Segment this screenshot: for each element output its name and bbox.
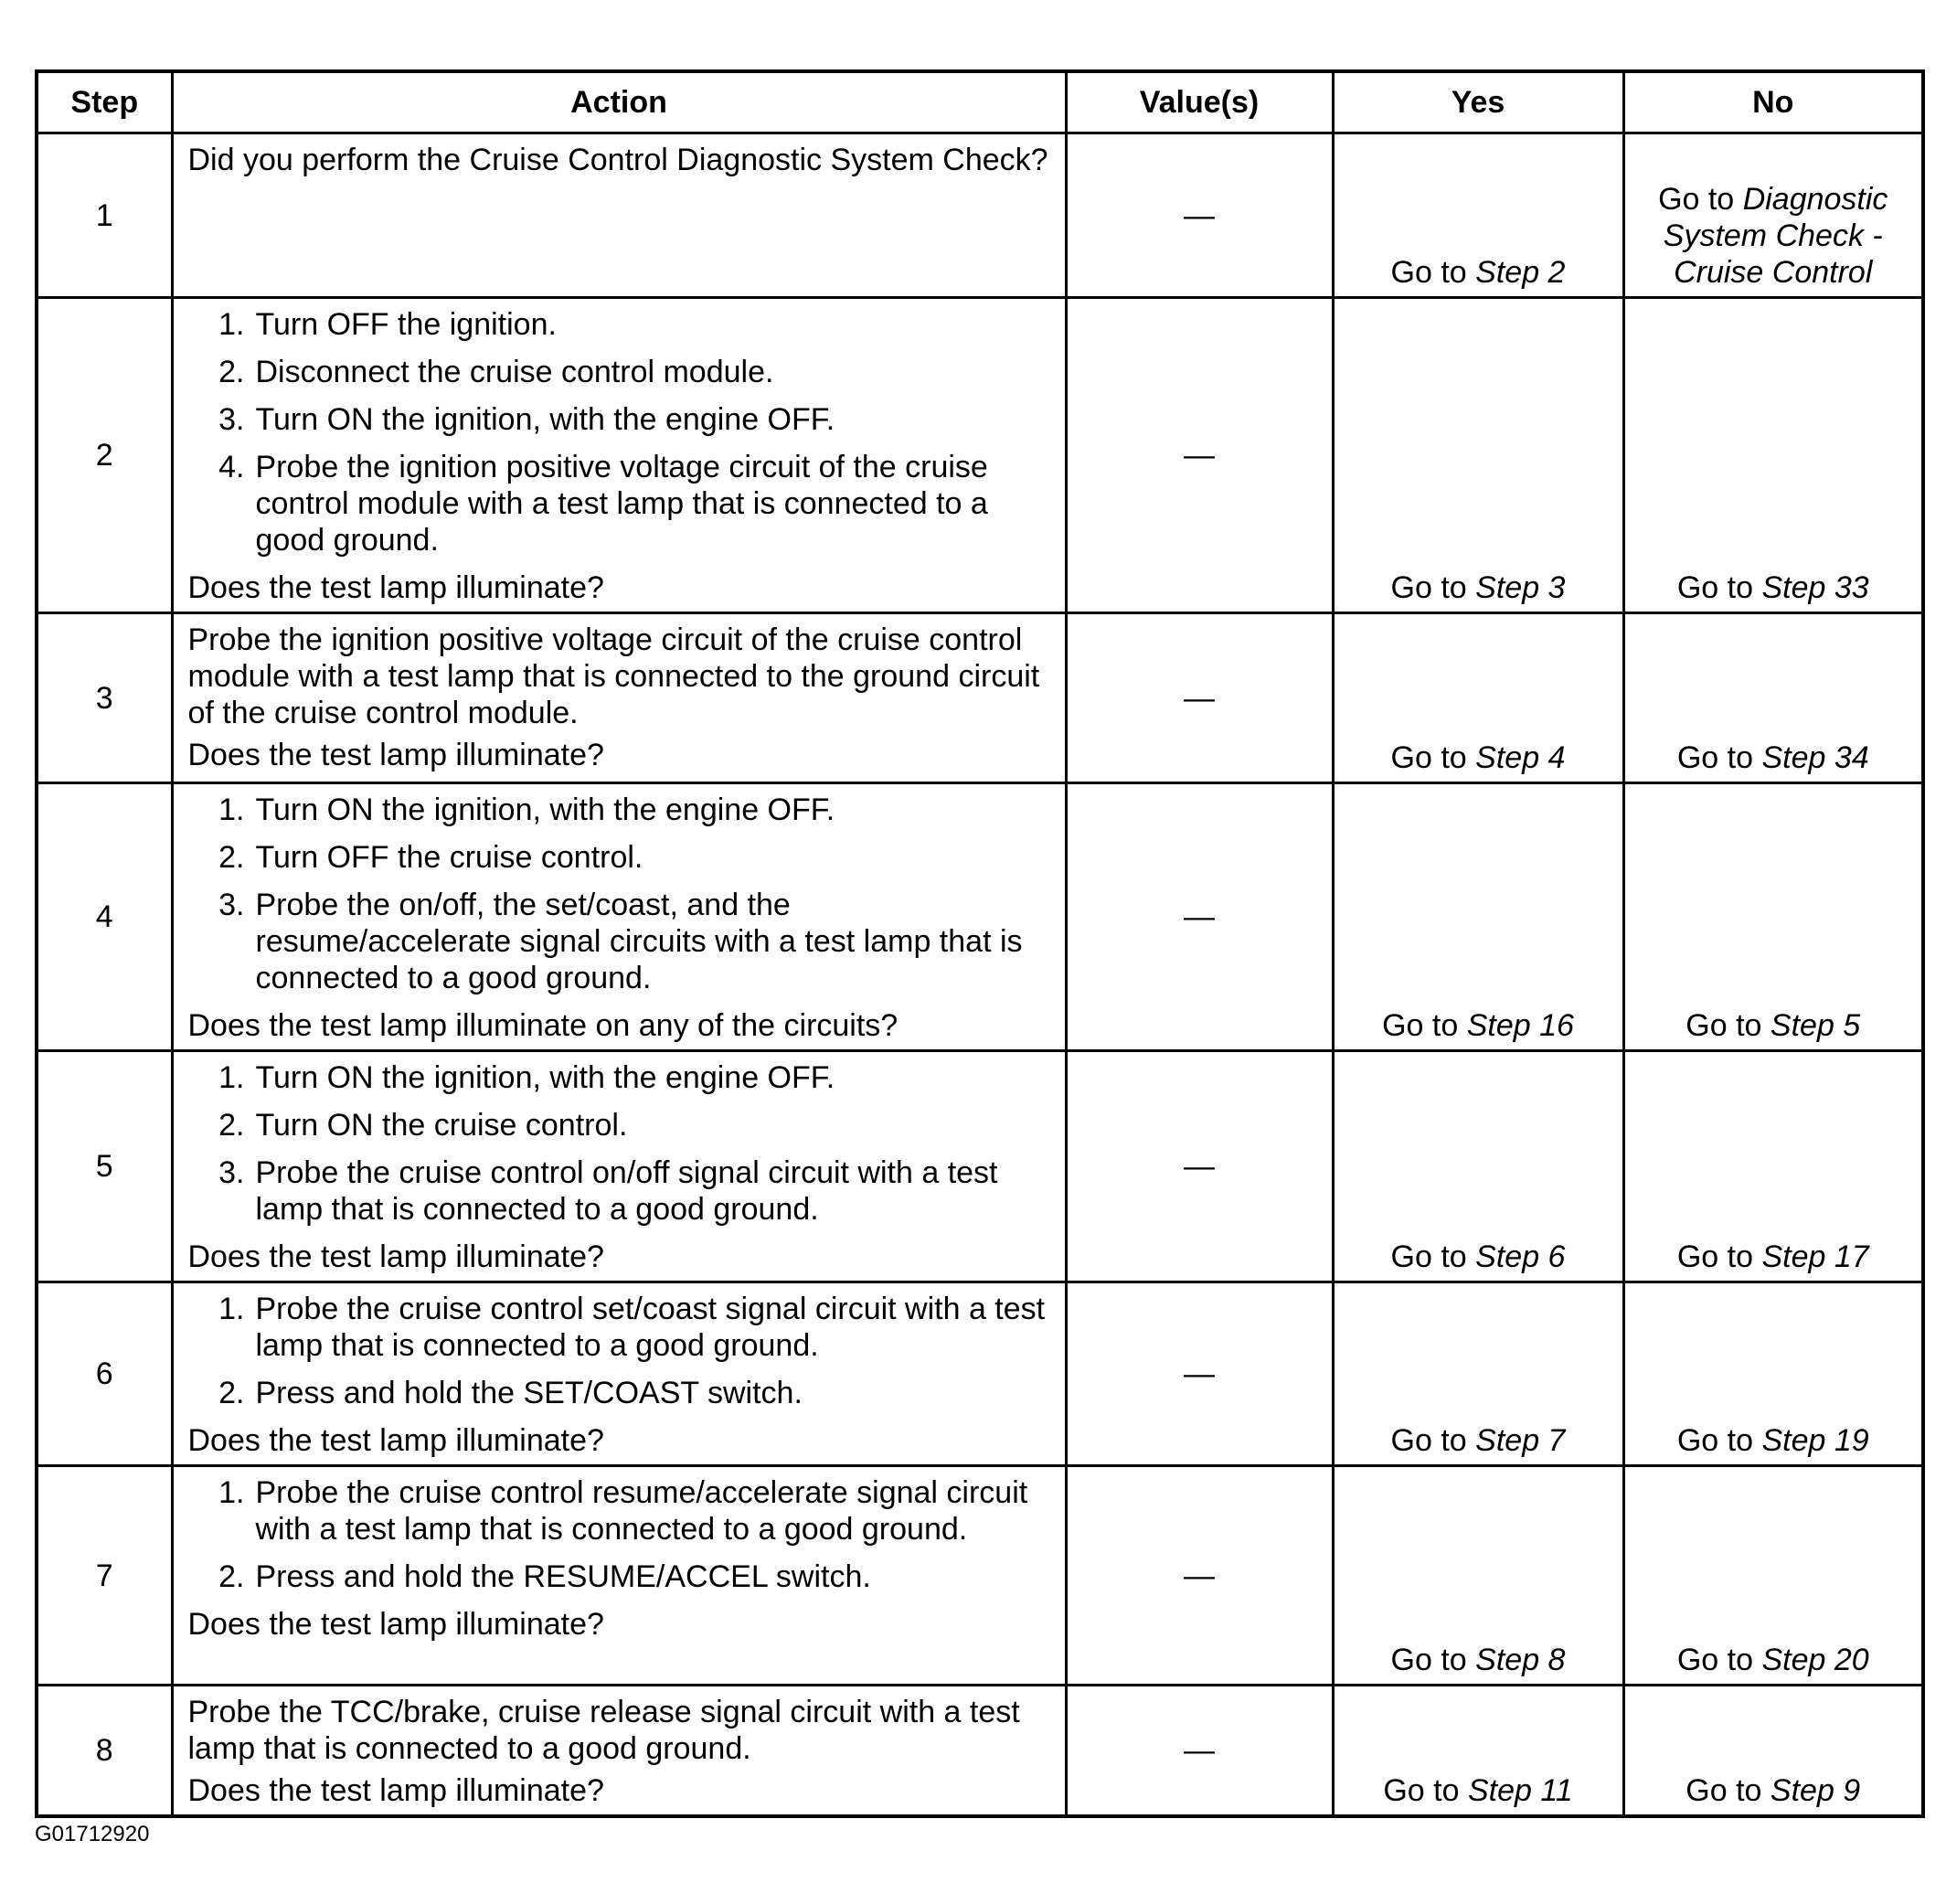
action-intro: Probe the ignition positive voltage circuit of the cruise control module with a test lamp that is connected to the ground circuit of the cruise control module.: [187, 622, 1040, 730]
action-step: [188, 306, 1054, 343]
step-index: 3.: [218, 888, 245, 922]
step-text: Turn ON the cruise control.: [255, 1108, 628, 1143]
no-cell: [1623, 1282, 1923, 1466]
goto-ref: Step 9: [1770, 1773, 1861, 1808]
step-index: 3.: [218, 402, 245, 437]
goto-ref: Step 6: [1475, 1239, 1566, 1274]
action-cell: [172, 783, 1066, 1051]
step-number: 1: [37, 133, 172, 298]
no-goto: [1685, 1773, 1860, 1808]
value-cell: —: [1066, 1466, 1333, 1686]
no-cell: [1623, 298, 1923, 613]
action-question: Does the test lamp illuminate?: [187, 1607, 604, 1642]
action-question: Does the test lamp illuminate?: [187, 738, 604, 772]
step-text: Disconnect the cruise control module.: [255, 355, 774, 389]
action-step: [188, 449, 1054, 558]
step-index: 1.: [218, 1060, 245, 1095]
step-text: Probe the ignition positive voltage circuit of the cruise control module with a test lamp that is connected to a good ground.: [255, 450, 988, 558]
header-values: Value(s): [1066, 71, 1333, 133]
step-index: 2.: [218, 1108, 245, 1143]
table-row: [37, 1466, 1923, 1686]
goto-ref: Step 17: [1761, 1239, 1869, 1274]
yes-cell: [1333, 1051, 1623, 1282]
step-index: 3.: [218, 1155, 245, 1190]
yes-cell: [1333, 1686, 1623, 1817]
yes-cell: [1333, 1282, 1623, 1466]
header-action: Action: [172, 71, 1066, 133]
step-number: 5: [37, 1051, 172, 1282]
action-step: [188, 887, 1054, 996]
no-goto: [1625, 181, 1922, 291]
goto-prefix: Go to: [1685, 1008, 1762, 1043]
table-row: [37, 1051, 1923, 1282]
yes-goto: [1391, 1423, 1566, 1458]
action-step: [188, 1059, 1054, 1096]
step-text: Probe the on/off, the set/coast, and the resume/accelerate signal circuits with a test lamp that is connected to a good ground.: [255, 888, 1023, 995]
goto-prefix: Go to: [1685, 1773, 1762, 1808]
goto-ref: Step 8: [1475, 1643, 1566, 1677]
goto-prefix: Go to: [1390, 570, 1467, 605]
yes-goto: [1383, 1773, 1572, 1808]
yes-cell: [1333, 1466, 1623, 1686]
action-cell: [172, 298, 1066, 613]
goto-ref: Step 7: [1475, 1423, 1566, 1458]
action-cell: [172, 1466, 1066, 1686]
goto-prefix: Go to: [1658, 182, 1735, 217]
value-cell: —: [1066, 1051, 1333, 1282]
header-row: [37, 71, 1923, 133]
yes-goto: [1391, 1239, 1566, 1274]
action-intro: Probe the TCC/brake, cruise release signal circuit with a test lamp that is connected to a good ground.: [187, 1695, 1020, 1766]
step-text: Probe the cruise control set/coast signal circuit with a test lamp that is connected to a good ground.: [255, 1292, 1046, 1363]
header-no: No: [1623, 71, 1923, 133]
action-intro: Did you perform the Cruise Control Diagnostic System Check?: [187, 143, 1048, 177]
goto-ref: Step 3: [1475, 570, 1566, 605]
no-goto: [1677, 1643, 1869, 1677]
header-step: Step: [37, 71, 172, 133]
step-index: 1.: [218, 1292, 245, 1326]
action-step: [188, 1375, 1054, 1411]
action-steps: [188, 1291, 1054, 1411]
yes-cell: [1333, 298, 1623, 613]
step-number: 3: [37, 613, 172, 783]
step-index: 1.: [218, 307, 245, 342]
action-step: [188, 792, 1054, 828]
action-step: [188, 839, 1054, 876]
table-body: [37, 133, 1923, 1817]
action-question: Does the test lamp illuminate?: [187, 1239, 604, 1274]
step-number: 2: [37, 298, 172, 613]
step-text: Turn ON the ignition, with the engine OFF.: [255, 402, 835, 437]
goto-prefix: Go to: [1676, 1643, 1753, 1677]
step-index: 1.: [218, 1475, 245, 1510]
step-text: Turn ON the ignition, with the engine OFF.: [255, 1060, 835, 1095]
goto-prefix: Go to: [1390, 1239, 1467, 1274]
goto-prefix: Go to: [1676, 1239, 1753, 1274]
value-cell: —: [1066, 298, 1333, 613]
goto-ref: Step 4: [1475, 740, 1566, 775]
goto-prefix: Go to: [1676, 1423, 1753, 1458]
table-row: [37, 613, 1923, 783]
no-goto: [1677, 740, 1869, 775]
no-goto: [1677, 1423, 1869, 1458]
no-cell: [1623, 1686, 1923, 1817]
no-cell: [1623, 783, 1923, 1051]
no-cell: [1623, 1466, 1923, 1686]
action-question: Does the test lamp illuminate?: [187, 1423, 604, 1458]
action-step: [188, 1154, 1054, 1228]
step-text: Probe the cruise control on/off signal circuit with a test lamp that is connected to a good ground.: [255, 1155, 998, 1227]
step-text: Probe the cruise control resume/accelerate signal circuit with a test lamp that is connected to a good ground.: [255, 1475, 1028, 1547]
yes-goto: [1382, 1008, 1574, 1043]
value-cell: —: [1066, 1686, 1333, 1817]
goto-prefix: Go to: [1382, 1008, 1459, 1043]
step-number: 7: [37, 1466, 172, 1686]
table-header: [37, 71, 1923, 133]
value-cell: —: [1066, 783, 1333, 1051]
step-index: 2.: [218, 840, 245, 875]
value-cell: —: [1066, 1282, 1333, 1466]
yes-goto: [1391, 740, 1566, 775]
action-step: [188, 354, 1054, 390]
table-row: [37, 1686, 1923, 1817]
goto-ref: Step 20: [1761, 1643, 1869, 1677]
header-yes: Yes: [1333, 71, 1623, 133]
no-cell: [1623, 1051, 1923, 1282]
step-index: 2.: [218, 1376, 245, 1410]
step-number: 8: [37, 1686, 172, 1817]
step-index: 2.: [218, 1559, 245, 1594]
action-question: Does the test lamp illuminate?: [187, 570, 604, 605]
action-steps: [188, 306, 1054, 558]
goto-prefix: Go to: [1390, 740, 1467, 775]
figure-id: G01712920: [35, 1822, 150, 1846]
action-cell: [172, 1282, 1066, 1466]
no-cell: [1623, 133, 1923, 298]
step-text: Turn OFF the cruise control.: [255, 840, 643, 875]
yes-cell: [1333, 613, 1623, 783]
step-index: 1.: [218, 792, 245, 827]
table-row: [37, 133, 1923, 298]
action-step: [188, 1558, 1054, 1595]
no-cell: [1623, 613, 1923, 783]
yes-cell: [1333, 133, 1623, 298]
action-steps: [188, 1059, 1054, 1228]
action-step: [188, 401, 1054, 438]
goto-prefix: Go to: [1676, 570, 1753, 605]
goto-prefix: Go to: [1390, 255, 1467, 290]
action-step: [188, 1474, 1054, 1548]
action-steps: [188, 792, 1054, 996]
action-cell: [172, 613, 1066, 783]
goto-ref: Step 2: [1475, 255, 1566, 290]
step-number: 6: [37, 1282, 172, 1466]
action-step: [188, 1291, 1054, 1364]
no-goto: [1677, 1239, 1869, 1274]
goto-ref: Diagnostic System Check - Cruise Control: [1663, 182, 1888, 290]
step-text: Press and hold the RESUME/ACCEL switch.: [255, 1559, 871, 1594]
value-cell: —: [1066, 133, 1333, 298]
goto-prefix: Go to: [1390, 1423, 1467, 1458]
step-index: 2.: [218, 355, 245, 389]
step-number: 4: [37, 783, 172, 1051]
goto-ref: Step 33: [1761, 570, 1869, 605]
yes-goto: [1391, 570, 1566, 605]
step-index: 4.: [218, 450, 245, 484]
no-goto: [1677, 570, 1869, 605]
table-row: [37, 1282, 1923, 1466]
value-cell: —: [1066, 613, 1333, 783]
step-text: Press and hold the SET/COAST switch.: [255, 1376, 803, 1410]
action-step: [188, 1107, 1054, 1143]
diagnostic-table: [35, 69, 1925, 1818]
yes-goto: [1391, 255, 1566, 290]
table-row: [37, 783, 1923, 1051]
yes-goto: [1391, 1643, 1566, 1677]
action-question: Does the test lamp illuminate on any of the circuits?: [187, 1008, 899, 1043]
action-steps: [188, 1474, 1054, 1595]
step-text: Turn ON the ignition, with the engine OFF.: [255, 792, 835, 827]
goto-prefix: Go to: [1676, 740, 1753, 775]
goto-ref: Step 5: [1770, 1008, 1861, 1043]
goto-prefix: Go to: [1383, 1773, 1460, 1808]
goto-ref: Step 19: [1761, 1423, 1869, 1458]
goto-ref: Step 34: [1761, 740, 1869, 775]
action-cell: [172, 1686, 1066, 1817]
no-goto: [1685, 1008, 1860, 1043]
table-row: [37, 298, 1923, 613]
goto-ref: Step 16: [1466, 1008, 1574, 1043]
action-question: Does the test lamp illuminate?: [187, 1773, 604, 1808]
action-cell: [172, 133, 1066, 298]
goto-prefix: Go to: [1390, 1643, 1467, 1677]
goto-ref: Step 11: [1467, 1773, 1573, 1808]
action-cell: [172, 1051, 1066, 1282]
step-text: Turn OFF the ignition.: [255, 307, 557, 342]
yes-cell: [1333, 783, 1623, 1051]
